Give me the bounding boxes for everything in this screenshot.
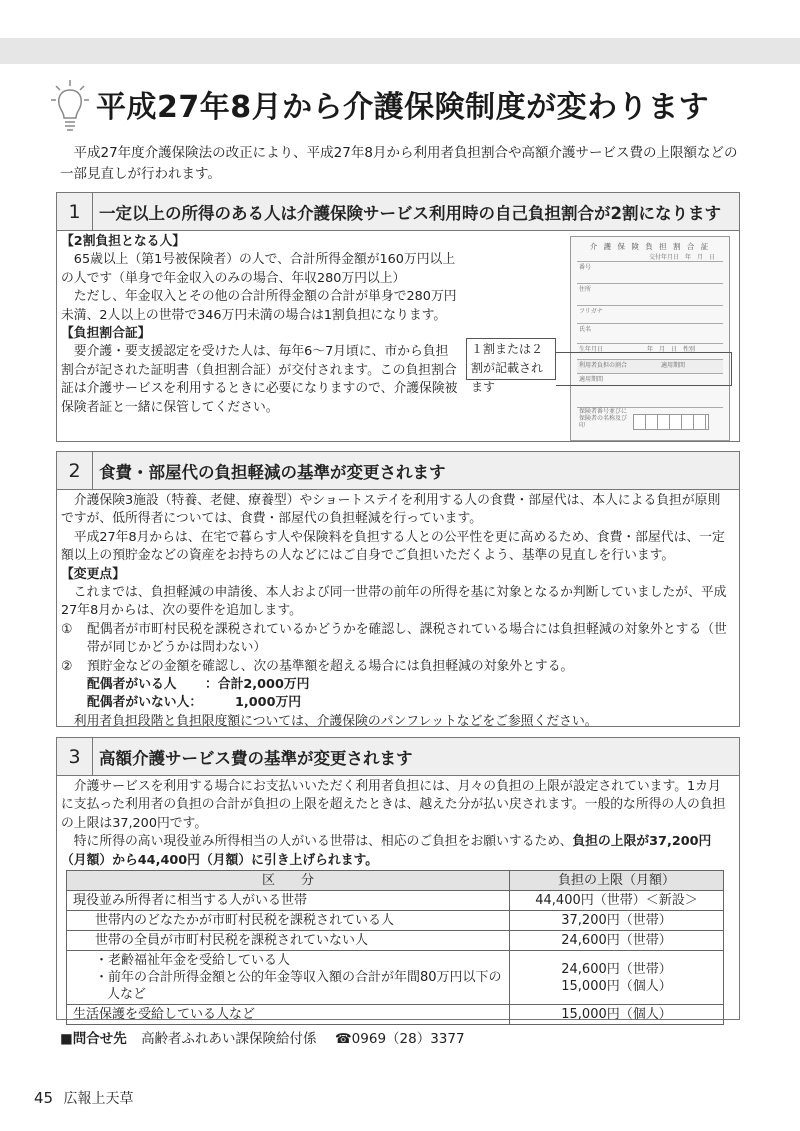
list-item: ② 預貯金などの金額を確認し、次の基準額を超える場合には負担軽減の対象外とする。 (61, 658, 574, 674)
section-1-body (57, 231, 465, 421)
form-row: 保険者番号並びに保険者の名称及び印 (577, 407, 723, 437)
header-category: 区 分 (67, 871, 510, 891)
form-title: 介 護 保 険 負 担 割 合 証 (589, 242, 711, 251)
callout-bracket (556, 352, 732, 386)
publication-name: 広報上天草 (63, 1091, 134, 1107)
form-row: 番号 (577, 261, 723, 283)
section-1-para-2: ただし、年金収入とその他の合計所得金額の合計が単身で280万円未満、2人以上の世帯で346万円未満の場合は1割負担になります。 (61, 289, 457, 323)
insurer-number-boxes (633, 414, 709, 430)
contact-dept: 高齢者ふれあい課保険給付係 (141, 1031, 317, 1047)
section-1-para-3: 要介護・要支援認定を受けた人は、毎年6～7月頃に、市から負担割合が記された証明書（負担割合証）が交付されます。この負担割合証は介護サービスを利用するときに必要になりますので、介護保険被保険者証と一緒に保管してください。 (61, 344, 458, 415)
section-2-para-4: 利用者負担段階と負担限度額については、介護保険のパンフレットなどをご参照ください。 (73, 713, 598, 729)
section-2-header (57, 452, 739, 490)
section-3-number: 3 (57, 738, 93, 775)
form-issue-date: 交付年月日 年 月 日 (648, 254, 715, 261)
table-row: 現役並み所得者に相当する人がいる世帯 44,400円（世帯）＜新設＞ (67, 891, 724, 911)
section-1-number: 1 (57, 193, 93, 230)
top-band (0, 38, 800, 64)
intro-text: 平成27年度介護保険法の改正により、平成27年8月から利用者負担割合や高額介護サービス費の上限額などの一部見直しが行われます。 (60, 145, 738, 182)
section-1-heading-2: 【負担割合証】 (61, 326, 151, 342)
section-3-title: 高額介護サービス費の基準が変更されます (99, 748, 413, 768)
table-row: 世帯内のどなたかが市町村民税を課税されている人 37,200円（世帯） (67, 911, 724, 931)
threshold-without-spouse: 配偶者がいない人： 1,000万円 (87, 695, 302, 711)
table-row: 世帯の全員が市町村民税を課税されていない人 24,600円（世帯） (67, 931, 724, 951)
contact-info (60, 1027, 465, 1047)
section-3-header (57, 738, 739, 776)
list-item: ① 配偶者が市町村民税を課税されているかどうかを確認し、課税されている場合には負担軽減の対象外とする（世帯が同じかどうかは問わない） (61, 621, 727, 656)
section-2-para-1: 介護保険3施設（特養、老健、療養型）やショートステイを利用する人の食費・部屋代は、本人による負担が原則ですが、低所得者については、食費・部屋代の負担軽減を行っています。 (61, 493, 721, 527)
page-footer (34, 1088, 134, 1108)
burden-ratio-certificate-image (570, 236, 730, 441)
table-row: ・老齢福祉年金を受給している人 ・前年の合計所得金額と公的年金等収入額の合計が年間80万円以下の人など 24,600円（世帯） 15,000円（個人） (67, 951, 724, 1005)
section-2 (56, 451, 740, 727)
header-limit: 負担の上限（月額） (510, 871, 724, 891)
table-header-row (67, 871, 724, 891)
form-row: 利用者負担の割合 適用期間 (577, 359, 723, 373)
section-2-number: 2 (57, 452, 93, 489)
section-3-para-2: 特に所得の高い現役並み所得相当の人がいる世帯は、相応のご負担をお願いするため、負担の上限が37,200円（月額）から44,400円（月額）に引き上げられます。 (61, 834, 712, 868)
page-title: 平成27年8月から介護保険制度が変わります (96, 90, 710, 125)
form-row: 適用期間 (577, 373, 723, 407)
form-row: 住所 (577, 283, 723, 305)
section-1-heading-1: 【2割負担となる人】 (61, 234, 186, 249)
section-2-para-3: これまでは、負担軽減の申請後、本人および同一世帯の前年の所得を基に対象となるか判断していましたが、平成27年8月からは、次の要件を追加します。 (61, 585, 727, 619)
threshold-with-spouse: 配偶者がいる人 ：合計2,000万円 (87, 677, 310, 693)
section-3-body (57, 776, 739, 874)
page-number: 45 (34, 1089, 54, 1107)
contact-phone: ☎0969（28）3377 (334, 1031, 465, 1047)
section-1-header (57, 193, 739, 231)
form-row: フリガナ (577, 305, 723, 323)
cost-limit-table (66, 870, 724, 1025)
section-2-title: 食費・部屋代の負担軽減の基準が変更されます (99, 462, 446, 482)
contact-label: ■問合せ先 (60, 1031, 127, 1047)
lightbulb-icon (50, 78, 90, 138)
section-2-para-2: 平成27年8月からは、在宅で暮らす人や保険料を負担する人との公平性を更に高めるため、食費・部屋代は、一定額以上の預貯金などの資産をお持ちの人などにはご自身でご負担いただくよう、基準の見直しを行います。 (61, 529, 725, 564)
section-1-title: 一定以上の所得のある人は介護保険サービス利用時の自己負担割合が2割になります (99, 203, 721, 223)
form-row: 氏名 (577, 323, 723, 343)
callout-note: １割または２割が記載されます (466, 338, 556, 380)
form-row: 生年月日 年 月 日 性別 (577, 343, 723, 359)
section-3-para-1: 介護サービスを利用する場合にお支払いいただく利用者負担には、月々の負担の上限が設定されています。1カ月に支払った利用者の負担の合計が負担の上限を超えたときは、越えた分が払い戻されます。一般的な所得の人の負担の上限は37,200円です。 (61, 779, 726, 831)
table-row: 生活保護を受給している人など 15,000円（個人） (67, 1005, 724, 1025)
section-2-body (57, 490, 739, 735)
section-2-heading: 【変更点】 (61, 566, 125, 582)
section-1-para-1: 65歳以上（第1号被保険者）の人で、合計所得金額が160万円以上の人です（単身で年金収入のみの場合、年収280万円以上） (61, 252, 456, 286)
